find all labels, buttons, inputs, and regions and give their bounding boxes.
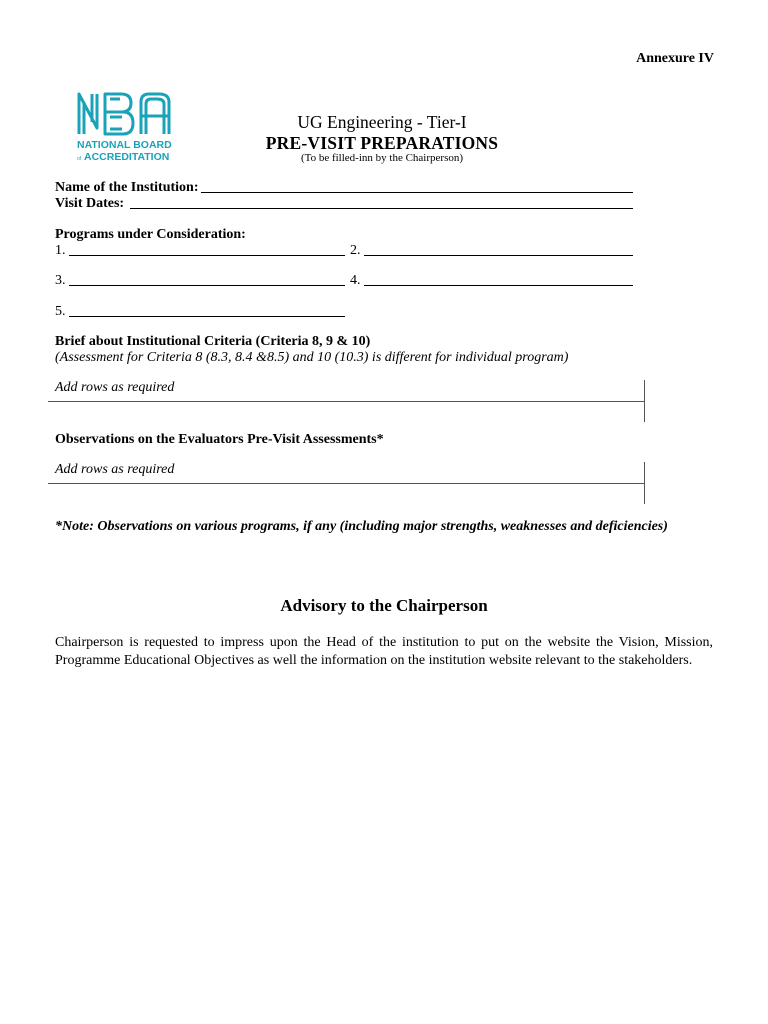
observations-rows-hint: Add rows as required: [55, 462, 175, 477]
advisory-heading: Advisory to the Chairperson: [280, 596, 488, 615]
logo-line1: NATIONAL BOARD: [77, 139, 172, 151]
observations-table-bottom-border: [48, 483, 645, 484]
program-number-5: 5.: [55, 304, 66, 319]
visit-dates-field[interactable]: [130, 208, 633, 209]
form-note: (To be filled-inn by the Chairperson): [300, 152, 464, 164]
advisory-body: Chairperson is requested to impress upon the Head of the institution to put on the website the Vision, Mission, Programme Educational Objectives as well the information on the institution website relevant to the stakeholders.: [55, 635, 713, 668]
program-field-1[interactable]: [69, 255, 345, 256]
observations-table-right-border: [644, 462, 645, 504]
program-number-3: 3.: [55, 273, 66, 288]
brief-rows-hint: Add rows as required: [55, 380, 175, 395]
brief-subheading: (Assessment for Criteria 8 (8.3, 8.4 &8.5) and 10 (10.3) is different for individual program): [55, 350, 569, 365]
institution-label: Name of the Institution:: [55, 180, 199, 195]
brief-table-bottom-border: [48, 401, 645, 402]
programs-note: *Note: Observations on various programs, if any (including major strengths, weaknesses and deficiencies): [55, 519, 668, 534]
brief-heading: Brief about Institutional Criteria (Criteria 8, 9 & 10): [55, 334, 371, 349]
form-title: UG Engineering - Tier-I: [297, 112, 467, 132]
brief-table-right-border: [644, 380, 645, 422]
program-field-4[interactable]: [364, 285, 633, 286]
programs-heading: Programs under Consideration:: [55, 227, 246, 242]
program-number-2: 2.: [350, 243, 361, 258]
visit-dates-label: Visit Dates:: [55, 196, 125, 211]
observations-heading: Observations on the Evaluators Pre-Visit Assessments*: [55, 432, 384, 447]
program-number-4: 4.: [350, 273, 361, 288]
annexure-label: Annexure IV: [636, 51, 714, 66]
nba-logo: [75, 88, 185, 164]
program-field-2[interactable]: [364, 255, 633, 256]
logo-line2: ACCREDITATION: [84, 151, 170, 163]
program-field-3[interactable]: [69, 285, 345, 286]
institution-field[interactable]: [201, 192, 633, 193]
program-field-5[interactable]: [69, 316, 345, 317]
logo-line2-prefix: of: [77, 156, 82, 162]
form-subtitle: PRE-VISIT PREPARATIONS: [265, 133, 499, 153]
program-number-1: 1.: [55, 243, 66, 258]
